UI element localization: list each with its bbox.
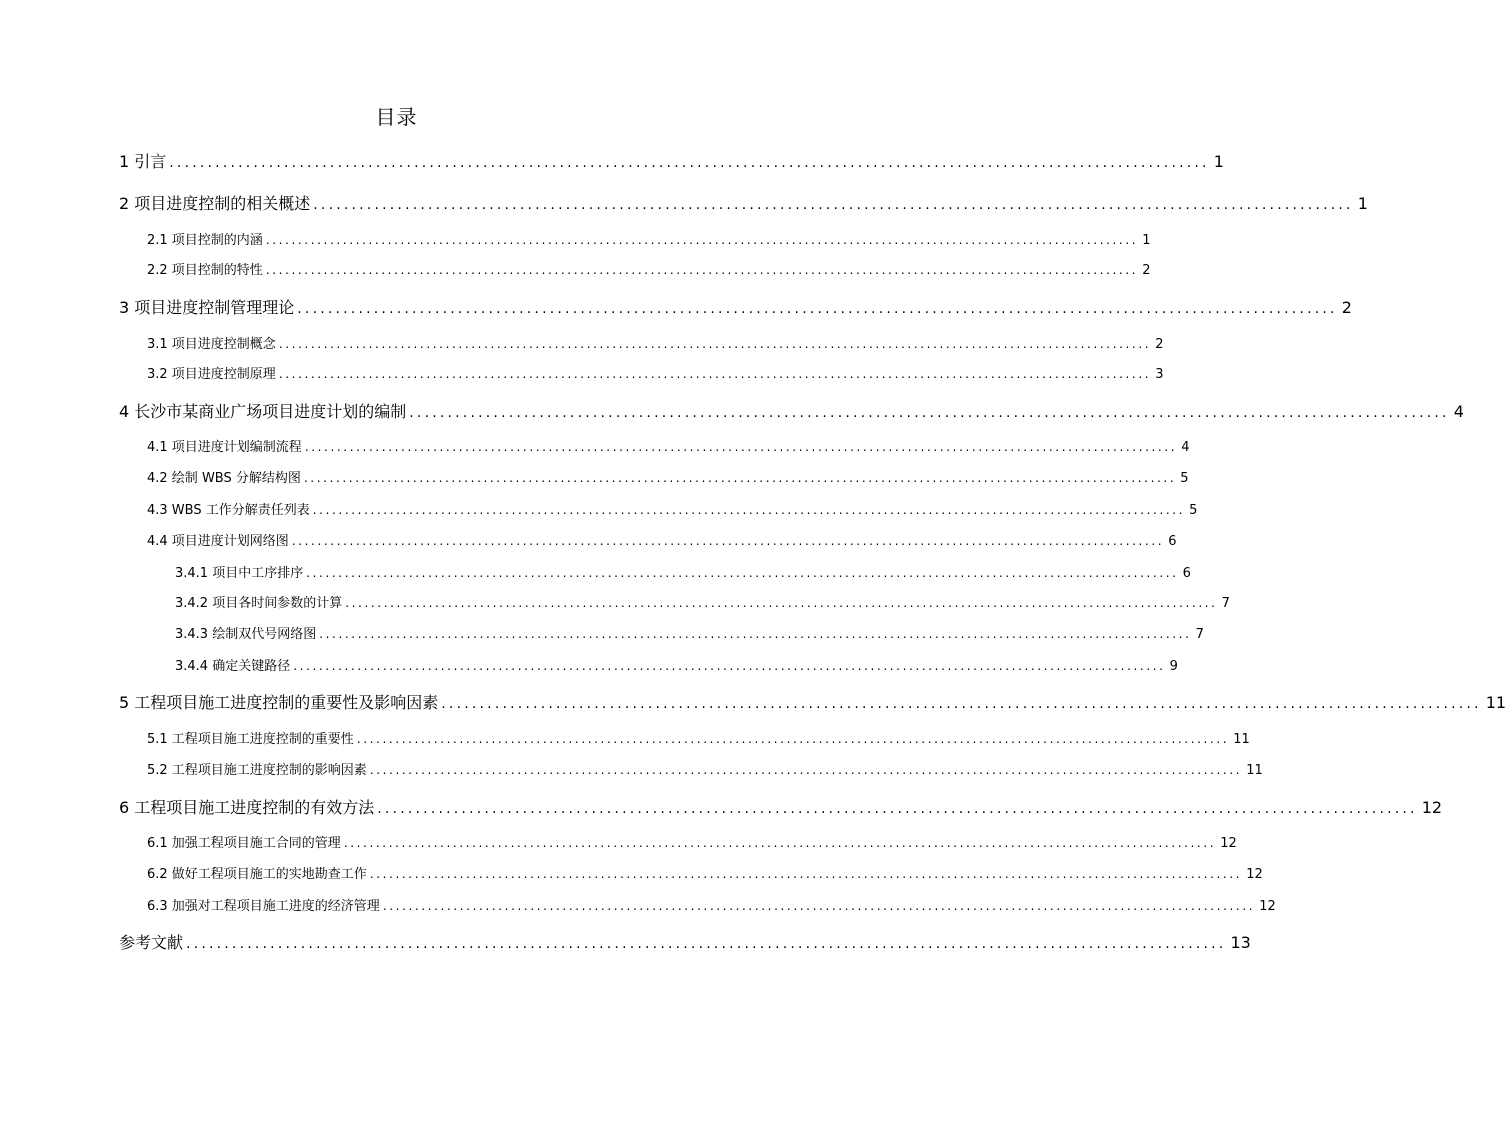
toc-entry-label: 4.1 项目进度计划编制流程 bbox=[147, 440, 302, 455]
toc-entry[interactable] bbox=[119, 149, 1224, 172]
toc-page-number: 2 bbox=[1142, 263, 1151, 278]
toc-leader-dots: ........................................................................................................................................ bbox=[377, 801, 1418, 817]
toc-entry-label: 4 长沙市某商业广场项目进度计划的编制 bbox=[119, 402, 407, 421]
toc-entry[interactable] bbox=[147, 229, 1151, 248]
toc-entry[interactable] bbox=[147, 728, 1250, 747]
toc-page-number: 5 bbox=[1180, 471, 1189, 486]
toc-entry-label: 4.4 项目进度计划网络图 bbox=[147, 534, 289, 549]
toc-entry[interactable] bbox=[147, 895, 1276, 914]
toc-leader-dots: ........................................................................................................................................ bbox=[293, 659, 1166, 673]
toc-page-number: 1 bbox=[1142, 233, 1151, 248]
toc-entry-label: 3.4.1 项目中工序排序 bbox=[175, 566, 304, 581]
toc-entry[interactable] bbox=[147, 530, 1177, 549]
toc-leader-dots: ........................................................................................................................................ bbox=[343, 836, 1217, 850]
toc-leader-dots: ........................................................................................................................................ bbox=[278, 337, 1152, 351]
toc-page-number: 12 bbox=[1246, 867, 1263, 882]
toc-page-number: 9 bbox=[1169, 659, 1178, 674]
toc-page-number: 6 bbox=[1182, 566, 1191, 581]
toc-entry[interactable] bbox=[175, 562, 1191, 581]
toc-page-number: 3 bbox=[1155, 367, 1164, 382]
toc-leader-dots: ........................................................................................................................................ bbox=[382, 899, 1256, 913]
toc-page-number: 12 bbox=[1259, 899, 1276, 914]
toc-entry[interactable] bbox=[147, 467, 1189, 486]
toc-page-number: 2 bbox=[1155, 337, 1164, 352]
toc-entry-label: 2 项目进度控制的相关概述 bbox=[119, 194, 311, 213]
toc-entry-label: 6.1 加强工程项目施工合同的管理 bbox=[147, 836, 341, 851]
toc-leader-dots: ........................................................................................................................................ bbox=[304, 440, 1178, 454]
toc-entry-label: 6.2 做好工程项目施工的实地勘查工作 bbox=[147, 867, 367, 882]
toc-page-number: 1 bbox=[1213, 152, 1224, 171]
toc-entry[interactable] bbox=[175, 623, 1204, 642]
toc-page-number: 12 bbox=[1220, 836, 1237, 851]
toc-page-number: 7 bbox=[1195, 627, 1204, 642]
toc-entry[interactable] bbox=[147, 499, 1198, 518]
toc-leader-dots: ........................................................................................................................................ bbox=[313, 197, 1354, 213]
toc-page-number: 7 bbox=[1221, 596, 1230, 611]
toc-entry[interactable] bbox=[147, 436, 1190, 455]
toc-title: 目录 bbox=[375, 105, 418, 129]
toc-entry[interactable] bbox=[147, 832, 1237, 851]
toc-page-number: 4 bbox=[1453, 402, 1464, 421]
toc-leader-dots: ........................................................................................................................................ bbox=[312, 503, 1186, 517]
toc-entry-label: 3.4.3 绘制双代号网络图 bbox=[175, 627, 317, 642]
toc-leader-dots: ........................................................................................................................................ bbox=[369, 867, 1243, 881]
toc-page-number: 11 bbox=[1485, 693, 1506, 712]
toc-entry-label: 5 工程项目施工进度控制的重要性及影响因素 bbox=[119, 693, 439, 712]
toc-page-number: 1 bbox=[1357, 194, 1368, 213]
toc-leader-dots: ........................................................................................................................................ bbox=[345, 596, 1218, 610]
toc-entry[interactable] bbox=[119, 295, 1352, 318]
toc-entry-label: 4.3 WBS 工作分解责任列表 bbox=[147, 503, 310, 518]
toc-entry-label: 2.1 项目控制的内涵 bbox=[147, 233, 263, 248]
toc-entry-label: 3.4.2 项目各时间参数的计算 bbox=[175, 596, 343, 611]
toc-entry-label: 3 项目进度控制管理理论 bbox=[119, 298, 295, 317]
toc-entry-label: 6.3 加强对工程项目施工进度的经济管理 bbox=[147, 899, 380, 914]
toc-entry[interactable] bbox=[119, 191, 1368, 214]
toc-entry-label: 2.2 项目控制的特性 bbox=[147, 263, 263, 278]
toc-leader-dots: ........................................................................................................................................ bbox=[303, 471, 1177, 485]
toc-entry[interactable] bbox=[147, 333, 1164, 352]
toc-page-number: 11 bbox=[1233, 732, 1250, 747]
toc-entry[interactable] bbox=[147, 259, 1151, 278]
toc-page-number: 2 bbox=[1341, 298, 1352, 317]
toc-entry[interactable] bbox=[119, 399, 1464, 422]
toc-entry-label: 1 引言 bbox=[119, 152, 167, 171]
toc-leader-dots: ........................................................................................................................................ bbox=[409, 405, 1450, 421]
toc-page-number: 5 bbox=[1189, 503, 1198, 518]
toc-leader-dots: ........................................................................................................................................ bbox=[319, 627, 1192, 641]
toc-entry-label: 4.2 绘制 WBS 分解结构图 bbox=[147, 471, 301, 486]
toc-entry[interactable] bbox=[119, 795, 1443, 818]
toc-leader-dots: ........................................................................................................................................ bbox=[186, 936, 1227, 952]
toc-page-number: 13 bbox=[1230, 933, 1251, 952]
toc-leader-dots: ........................................................................................................................................ bbox=[297, 301, 1338, 317]
toc-entry-label: 5.1 工程项目施工进度控制的重要性 bbox=[147, 732, 354, 747]
toc-leader-dots: ........................................................................................................................................ bbox=[356, 732, 1230, 746]
toc-entry[interactable] bbox=[175, 655, 1178, 674]
toc-entry[interactable] bbox=[147, 759, 1263, 778]
toc-leader-dots: ........................................................................................................................................ bbox=[306, 566, 1179, 580]
toc-entry-label: 3.2 项目进度控制原理 bbox=[147, 367, 276, 382]
toc-page-number: 4 bbox=[1181, 440, 1190, 455]
toc-entry[interactable] bbox=[147, 863, 1263, 882]
toc-entry-label: 5.2 工程项目施工进度控制的影响因素 bbox=[147, 763, 367, 778]
toc-leader-dots: ........................................................................................................................................ bbox=[369, 763, 1243, 777]
toc-entry[interactable] bbox=[147, 363, 1164, 382]
toc-page-number: 11 bbox=[1246, 763, 1263, 778]
toc-entry[interactable] bbox=[119, 930, 1251, 953]
toc-leader-dots: ........................................................................................................................................ bbox=[278, 367, 1152, 381]
toc-entry-label: 参考文献 bbox=[119, 933, 184, 952]
toc-entry-label: 3.1 项目进度控制概念 bbox=[147, 337, 276, 352]
toc-leader-dots: ........................................................................................................................................ bbox=[291, 534, 1165, 548]
toc-page-number: 12 bbox=[1421, 798, 1443, 817]
toc-entry[interactable] bbox=[119, 690, 1506, 713]
toc-leader-dots: ........................................................................................................................................ bbox=[265, 263, 1139, 277]
toc-leader-dots: ........................................................................................................................................ bbox=[441, 696, 1482, 712]
toc-entry-label: 3.4.4 确定关键路径 bbox=[175, 659, 291, 674]
toc-entry-label: 6 工程项目施工进度控制的有效方法 bbox=[119, 798, 375, 817]
toc-page-number: 6 bbox=[1168, 534, 1177, 549]
toc-leader-dots: ........................................................................................................................................ bbox=[169, 155, 1210, 171]
toc-entry[interactable] bbox=[175, 592, 1230, 611]
toc-leader-dots: ........................................................................................................................................ bbox=[265, 233, 1139, 247]
